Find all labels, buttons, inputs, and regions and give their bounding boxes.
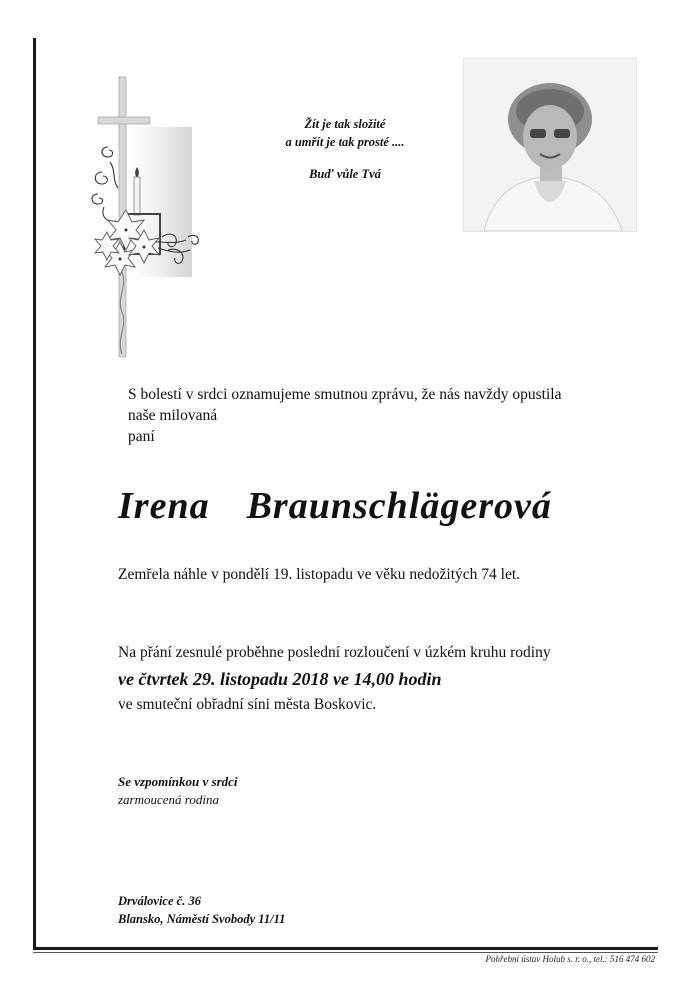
intro-line-2: naše milovaná (128, 407, 218, 424)
farewell-line-1: Na přání zesnulé proběhne poslední rozloučení v úzkém kruhu rodiny (118, 644, 551, 661)
quote-line-1: Žít je tak složité (304, 117, 386, 131)
quote-block (250, 115, 440, 183)
funeral-home-footer: Pohřební ústav Holub s. r. o., tel.: 516 474 602 (485, 954, 655, 964)
memory-line-1: Se vzpomínkou v srdci (118, 774, 238, 789)
portrait-photo (463, 58, 637, 232)
intro-line-1: S bolestí v srdci oznamujeme smutnou zprávu, že nás navždy opustila (128, 386, 562, 403)
farewell-datetime: ve čtvrtek 29. listopadu 2018 ve 14,00 hodin (118, 669, 442, 689)
announcement-intro (128, 384, 561, 447)
death-notice: Zemřela náhle v pondělí 19. listopadu ve věku nedožitých 74 let. (118, 566, 521, 583)
address-block (118, 892, 285, 928)
farewell-block (118, 640, 551, 718)
page-border-bottom (33, 947, 658, 950)
quote-line-3: Buď vůle Tvá (309, 167, 381, 181)
memory-line-2: zarmoucená rodina (118, 792, 219, 807)
deceased-name: Irena Braunschlägerová (118, 485, 552, 527)
memory-block (118, 773, 238, 809)
address-line-2: Blansko, Náměstí Svobody 11/11 (118, 912, 286, 926)
address-line-1: Drválovice č. 36 (118, 894, 201, 908)
quote-line-2: a umřít je tak prosté .... (285, 135, 405, 149)
farewell-line-3: ve smuteční obřadní síni města Boskovic. (118, 696, 377, 713)
cross-with-lilies-icon (88, 72, 218, 362)
intro-line-3: paní (128, 428, 155, 445)
page-border-bottom-thin (33, 952, 658, 953)
page-border-left (33, 38, 36, 950)
